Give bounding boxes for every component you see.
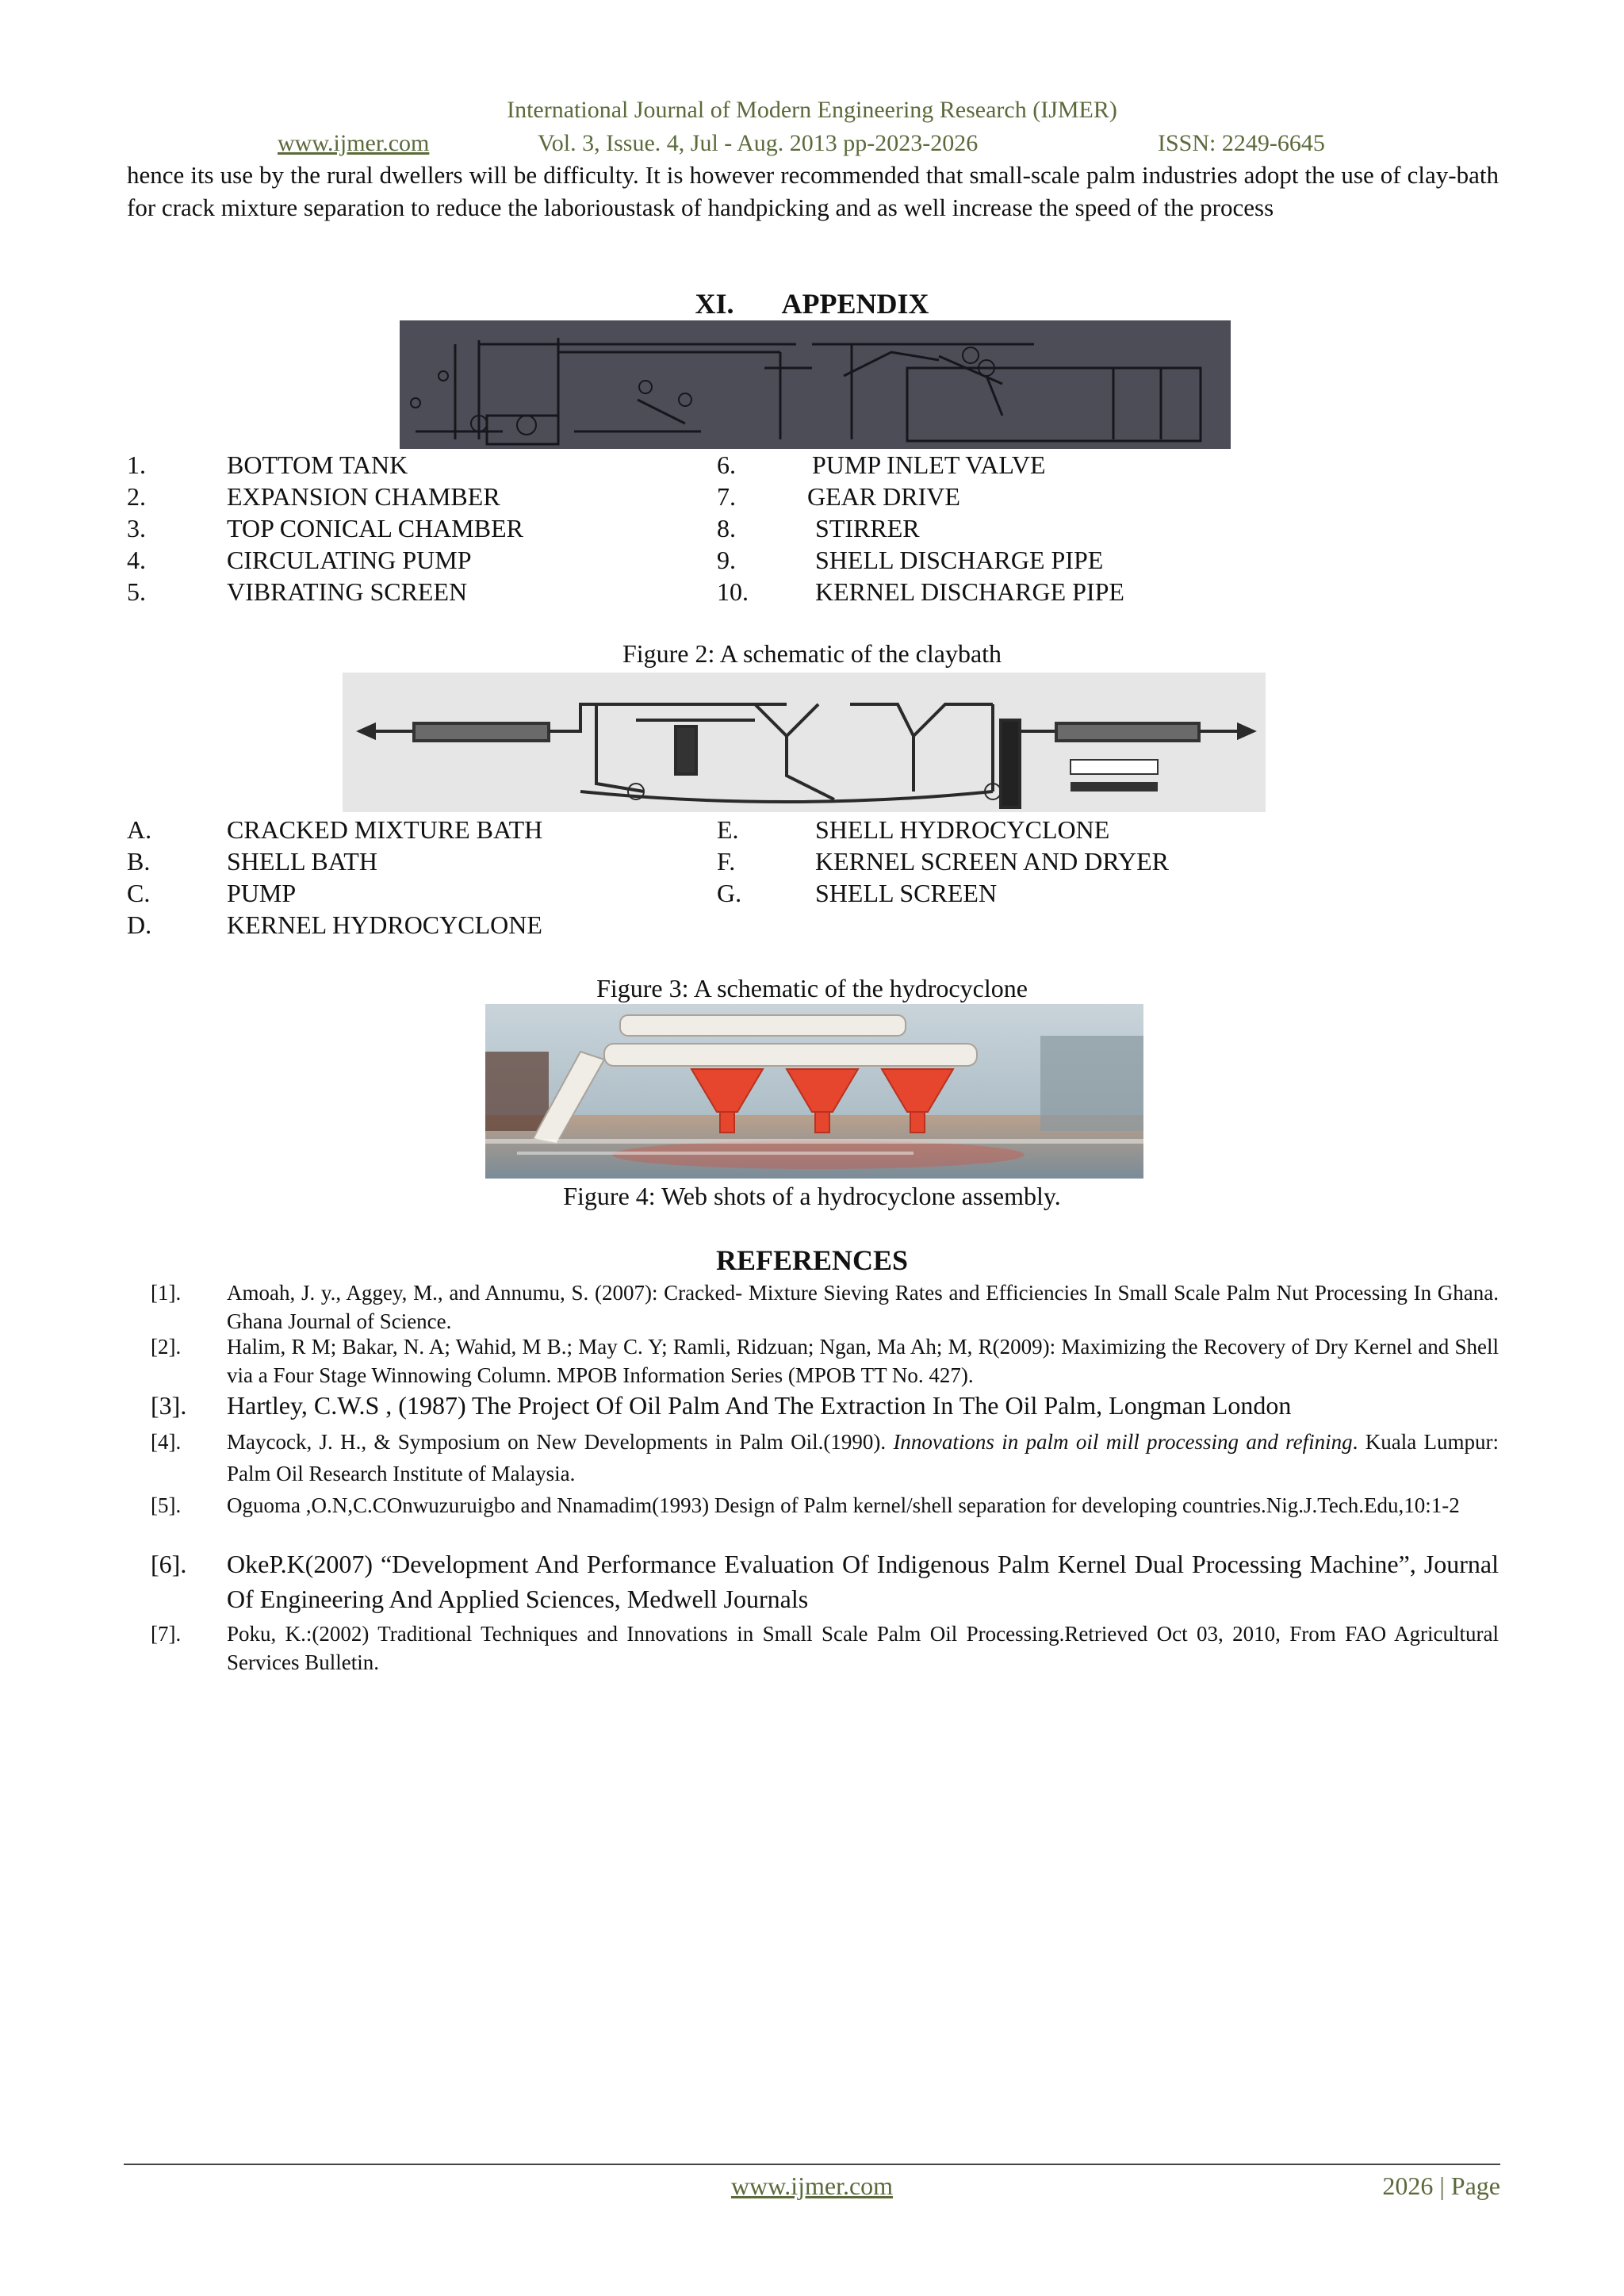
figure-2-caption: Figure 2: A schematic of the claybath <box>622 639 1002 668</box>
reference-item <box>151 1278 1499 1337</box>
volume-info: Vol. 3, Issue. 4, Jul - Aug. 2013 pp-2023-2026 <box>538 130 979 156</box>
reference-item <box>151 1619 1499 1678</box>
reference-text: Oguoma ,O.N,C.COnwuzuruigbo and Nnamadim(1993) Design of Palm kernel/shell separation for developing countries.Nig.J.Tech.Edu,10:1-2 <box>227 1493 1460 1517</box>
journal-title: International Journal of Modern Engineering Research (IJMER) <box>507 97 1117 123</box>
references-heading: REFERENCES <box>715 1244 909 1276</box>
reference-number: [5]. <box>151 1493 182 1517</box>
issn: ISSN: 2249-6645 <box>1158 130 1325 156</box>
hydrocyclone-schematic-image <box>343 673 1266 812</box>
reference-text: Hartley, C.W.S , (1987) The Project Of Oil Palm And The Extraction In The Oil Palm, Longman London <box>227 1391 1292 1420</box>
reference-number: [4]. <box>151 1430 182 1454</box>
figure-3-caption: Figure 3: A schematic of the hydrocyclone <box>596 974 1028 1002</box>
footer-website-link[interactable]: www.ijmer.com <box>730 2171 894 2200</box>
reference-text: OkeP.K(2007) “Development And Performance Evaluation Of Indigenous Palm Kernel Dual Processing Machine”, Journal Of Engineering And Applied Sciences, Medwell Journals <box>227 1550 1499 1613</box>
reference-text: Amoah, J. y., Aggey, M., and Annumu, S. (2007): Cracked- Mixture Sieving Rates and Efficiencies In Small Scale Palm Nut Processing In Ghana. Ghana Journal of Science. <box>227 1281 1499 1333</box>
reference-item <box>151 1547 1499 1616</box>
reference-number: [3]. <box>151 1391 187 1420</box>
reference-number: [6]. <box>151 1550 187 1578</box>
appendix-number: XI. <box>695 288 734 320</box>
reference-number: [7]. <box>151 1622 182 1646</box>
reference-item <box>151 1426 1499 1489</box>
reference-item <box>151 1491 1499 1550</box>
reference-text: Maycock, J. H., & Symposium on New Developments in Palm Oil.(1990). Innovations in palm oil mill processing and refining. Kuala Lumpur: Palm Oil Research Institute of Malaysia. <box>227 1430 1499 1485</box>
reference-item <box>151 1388 1499 1423</box>
page-number: 2026 | Page <box>1382 2171 1500 2200</box>
reference-text: Poku, K.:(2002) Traditional Techniques and Innovations in Small Scale Palm Oil Processing.Retrieved Oct 03, 2010, From FAO Agricultural Services Bulletin. <box>227 1622 1499 1674</box>
reference-number: [2]. <box>151 1335 182 1359</box>
appendix-heading <box>0 287 1624 320</box>
claybath-schematic-image <box>400 320 1231 449</box>
footer <box>0 2171 1624 2201</box>
body-paragraph: hence its use by the rural dwellers will be difficulty. It is however recommended that small-scale palm industries adopt the use of clay-bath for crack mixture separation to reduce the laborioustask of handpicking and as well increase the speed of the process <box>127 161 1499 221</box>
reference-text: Halim, R M; Bakar, N. A; Wahid, M B.; May C. Y; Ramli, Ridzuan; Ngan, Ma Ah; M, R(2009): Maximizing the Recovery of Dry Kernel and Shell via a Four Stage Winnowing Column. MPOB Information Series (MPOB TT No. 427). <box>227 1335 1499 1387</box>
figure-4-caption: Figure 4: Web shots of a hydrocyclone assembly. <box>563 1182 1061 1210</box>
hydrocyclone-assembly-photo <box>485 1004 1143 1179</box>
reference-number: [1]. <box>151 1281 182 1305</box>
header-website-link[interactable]: www.ijmer.com <box>278 130 430 156</box>
reference-item <box>151 1332 1499 1391</box>
appendix-title: APPENDIX <box>781 288 929 320</box>
footer-divider <box>124 2164 1500 2165</box>
